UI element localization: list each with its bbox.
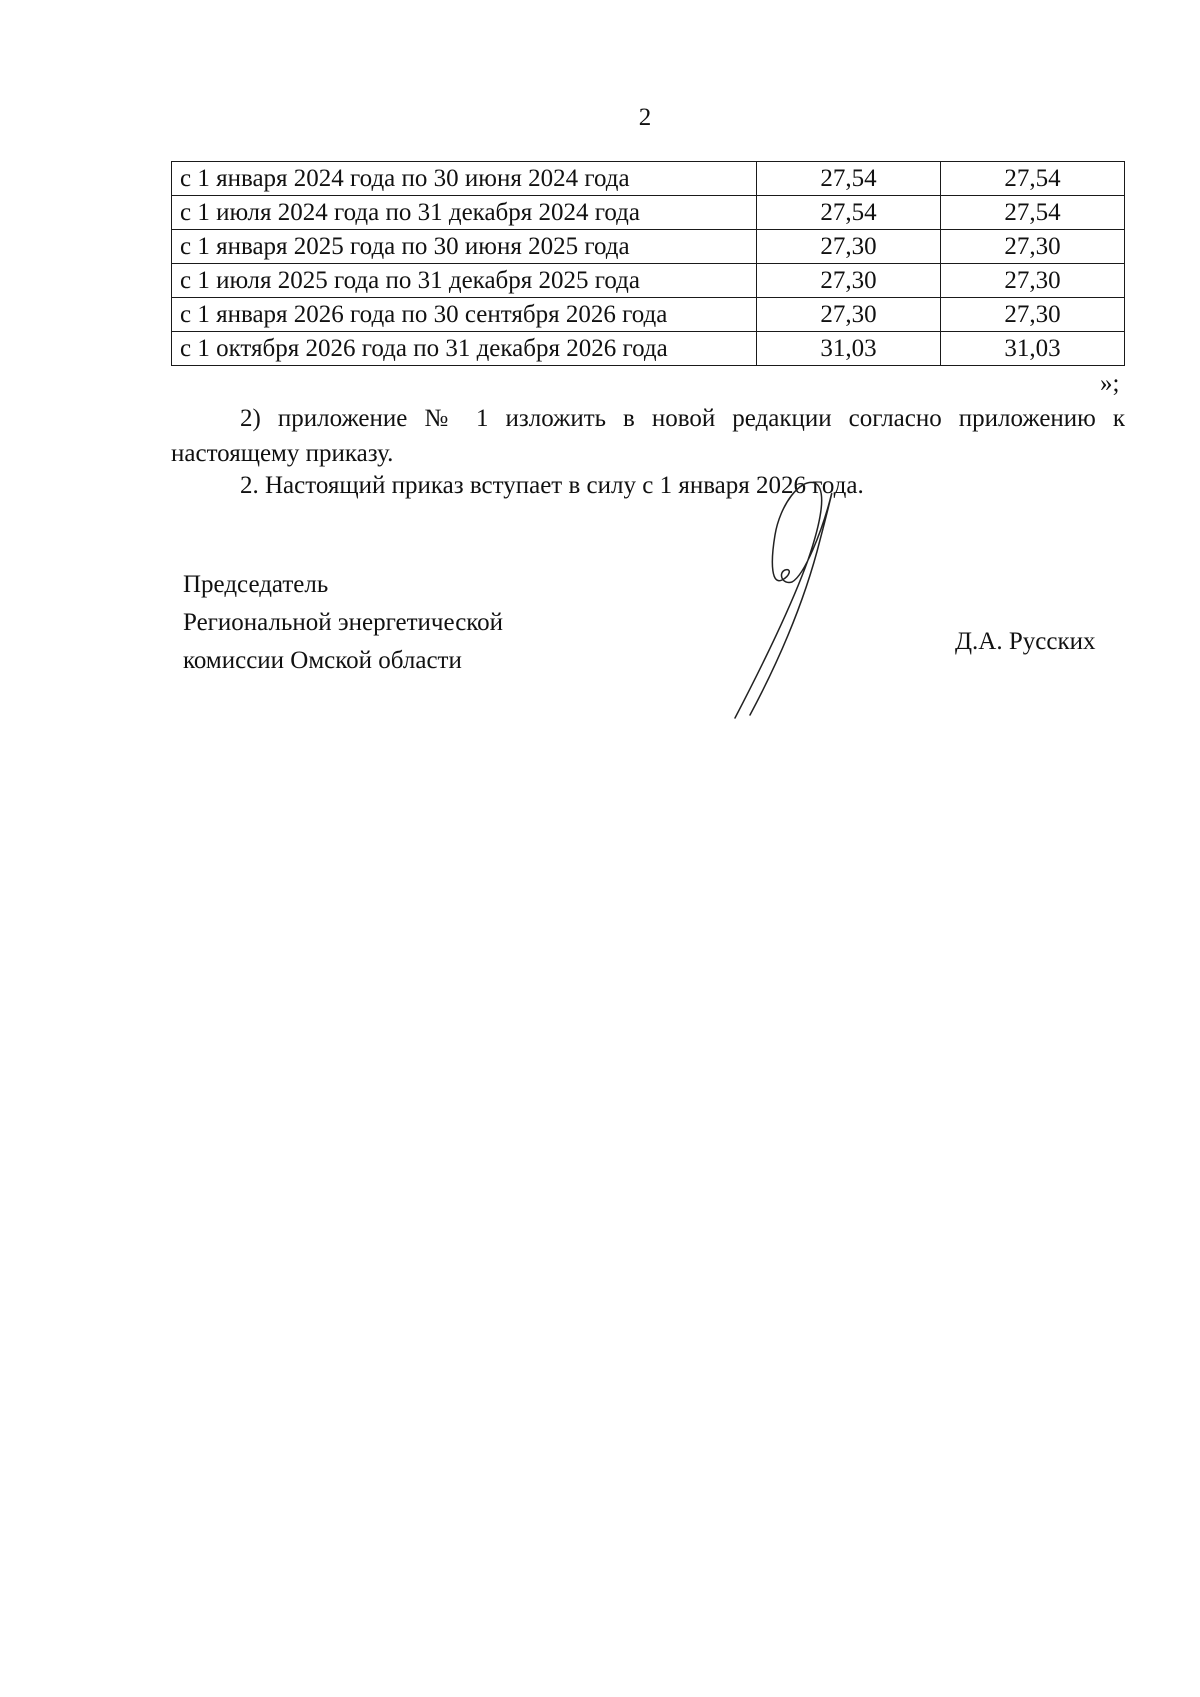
item-2-paragraph: 2) приложение № 1 изложить в новой редакции согласно приложению к настоящему приказу. bbox=[171, 405, 1125, 467]
period-cell: с 1 января 2026 года по 30 сентября 2026 года bbox=[172, 298, 757, 332]
page-number: 2 bbox=[638, 104, 652, 131]
value-cell: 31,03 bbox=[941, 332, 1125, 366]
closing-quote: »; bbox=[1100, 370, 1120, 397]
value-cell: 27,30 bbox=[757, 264, 941, 298]
rates-table bbox=[171, 161, 1125, 366]
signatory-title-line: Председатель bbox=[183, 571, 329, 598]
table-row bbox=[172, 230, 1125, 264]
period-cell: с 1 января 2025 года по 30 июня 2025 года bbox=[172, 230, 757, 264]
signatory-title-line: комиссии Омской области bbox=[183, 647, 462, 674]
value-cell: 27,30 bbox=[941, 230, 1125, 264]
handwritten-signature bbox=[720, 480, 860, 720]
value-cell: 27,54 bbox=[757, 162, 941, 196]
clause-2-paragraph: 2. Настоящий приказ вступает в силу с 1 января 2026 года. bbox=[240, 472, 864, 499]
value-cell: 27,54 bbox=[941, 162, 1125, 196]
table-row bbox=[172, 298, 1125, 332]
signer-name: Д.А. Русских bbox=[955, 628, 1096, 655]
period-cell: с 1 июля 2024 года по 31 декабря 2024 года bbox=[172, 196, 757, 230]
period-cell: с 1 июля 2025 года по 31 декабря 2025 года bbox=[172, 264, 757, 298]
value-cell: 31,03 bbox=[757, 332, 941, 366]
table-row bbox=[172, 162, 1125, 196]
value-cell: 27,54 bbox=[757, 196, 941, 230]
table-row bbox=[172, 264, 1125, 298]
period-cell: с 1 января 2024 года по 30 июня 2024 года bbox=[172, 162, 757, 196]
table-row bbox=[172, 332, 1125, 366]
value-cell: 27,30 bbox=[757, 298, 941, 332]
value-cell: 27,54 bbox=[941, 196, 1125, 230]
value-cell: 27,30 bbox=[757, 230, 941, 264]
table-row bbox=[172, 196, 1125, 230]
value-cell: 27,30 bbox=[941, 298, 1125, 332]
period-cell: с 1 октября 2026 года по 31 декабря 2026 года bbox=[172, 332, 757, 366]
signatory-title-line: Региональной энергетической bbox=[183, 609, 504, 636]
signatory-title bbox=[183, 566, 503, 680]
value-cell: 27,30 bbox=[941, 264, 1125, 298]
